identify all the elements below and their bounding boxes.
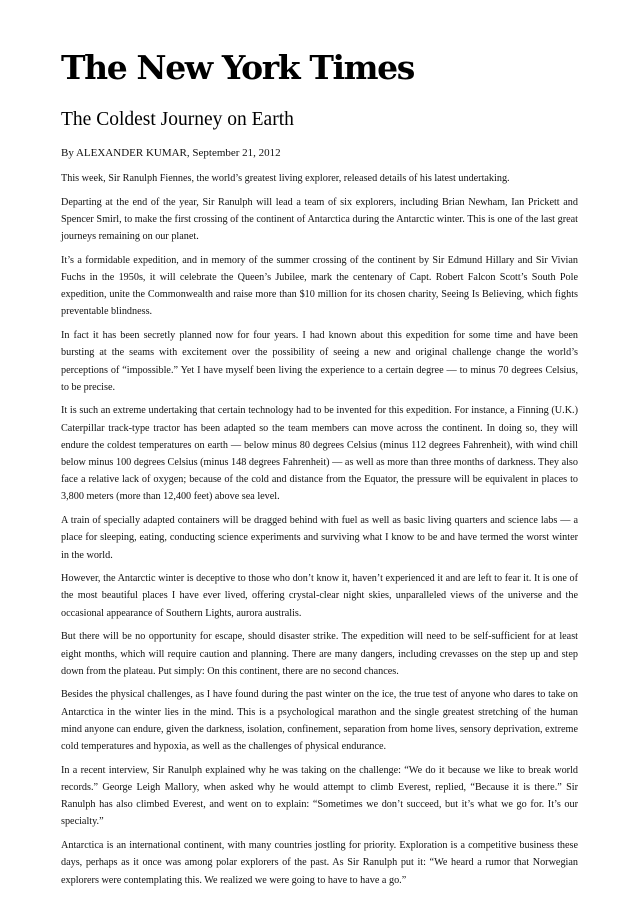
article-paragraph: It’s a formidable expedition, and in memory of the summer crossing of the continent by Sir Edmund Hillary and Sir Vivian Fuchs in the 1950s, it will celebrate the Queen’s Jubilee, mark the centenary of Capt. Robert Falcon Scott’s South Pole expedition, unite the Commonwealth and raise more than $10 million for its chosen charity, Seeing Is Believing, which fights preventable blindness.	[61, 254, 578, 318]
article-body	[61, 170, 578, 889]
newspaper-masthead: The New York Times	[61, 48, 414, 87]
article-paragraph: Besides the physical challenges, as I have found during the past winter on the ice, the true test of anyone who dares to take on Antarctica in the winter lies in the mind. This is a psychological marathon and the single greatest stretching of the human mind anyone can endure, given the darkness, isolation, confinement, separation from home lives, sensory deprivation, extreme cold temperatures and hypoxia, as well as the challenges of physical endurance.	[61, 689, 578, 753]
article-paragraph: Departing at the end of the year, Sir Ranulph will lead a team of six explorers, including Brian Newham, Ian Prickett and Spencer Smirl, to make the first crossing of the continent of Antarctica during the Antarctic winter. This is one of the last great journeys remaining on our planet.	[61, 196, 578, 243]
article-paragraph: This week, Sir Ranulph Fiennes, the world’s greatest living explorer, released details of his latest undertaking.	[61, 173, 510, 184]
article-paragraph: A train of specially adapted containers will be dragged behind with fuel as well as basic living quarters and science labs — a place for sleeping, eating, conducting science experiments and surviving what I know to be and have termed the worst winter in the world.	[61, 515, 578, 561]
article-page	[61, 48, 578, 895]
article-paragraph: In a recent interview, Sir Ranulph explained why he was taking on the challenge: “We do it because we like to break world records.” George Leigh Mallory, when asked why he would attempt to climb Everest, replied, “Because it is there.” Sir Ranulph has also climbed Everest, and went on to explain: “Sometimes we don’t succeed, but it’s what we go for. It’s our specialty.”	[61, 764, 578, 828]
article-paragraph: It is such an extreme undertaking that certain technology had to be invented for this expedition. For instance, a Finning (U.K.) Caterpillar track-type tractor has been adapted so the team members can move across the continent. In doing so, they will endure the coldest temperatures on earth — below minus 80 degrees Celsius (minus 112 degrees Fahrenheit), with wind chill below minus 100 degrees Celsius (minus 148 degrees Fahrenheit) — as well as more than three months of darkness. They also face a relative lack of oxygen; because of the cold and distance from the Equator, the pressure will be equivalent in places to 3,800 meters (more than 12,400 feet) above sea level.	[61, 405, 578, 503]
article-byline: By ALEXANDER KUMAR, September 21, 2012	[61, 147, 281, 159]
article-paragraph: However, the Antarctic winter is deceptive to those who don’t know it, haven’t experienced it and are left to fear it. It is one of the most beautiful places I have ever lived, offering crystal-clear night skies, unparalleled views of the universe and the occasional appearance of Southern Lights, aurora australis.	[61, 573, 578, 619]
article-paragraph: Antarctica is an international continent, with many countries jostling for priority. Exploration is a competitive business these days, perhaps as it once was among polar explorers of the past. As Sir Ranulph put it: “We heard a rumor that Norwegian explorers were contemplating this. We realized we were going to have to have a go.”	[61, 840, 578, 886]
article-paragraph: But there will be no opportunity for escape, should disaster strike. The expedition will need to be self-sufficient for at least eight months, which will require caution and planning. There are many dangers, including crevasses on the step up and step down from the plateau. Put simply: On this continent, there are no second chances.	[61, 631, 578, 677]
article-paragraph: In fact it has been secretly planned now for four years. I had known about this expedition for some time and have been bursting at the seams with excitement over the possibility of seeing a new and original challenge change the world’s perceptions of “impossible.” Yet I have myself been living the experience to a certain degree — to minus 70 degrees Celsius, to be precise.	[61, 330, 578, 393]
article-headline: The Coldest Journey on Earth	[61, 109, 294, 130]
